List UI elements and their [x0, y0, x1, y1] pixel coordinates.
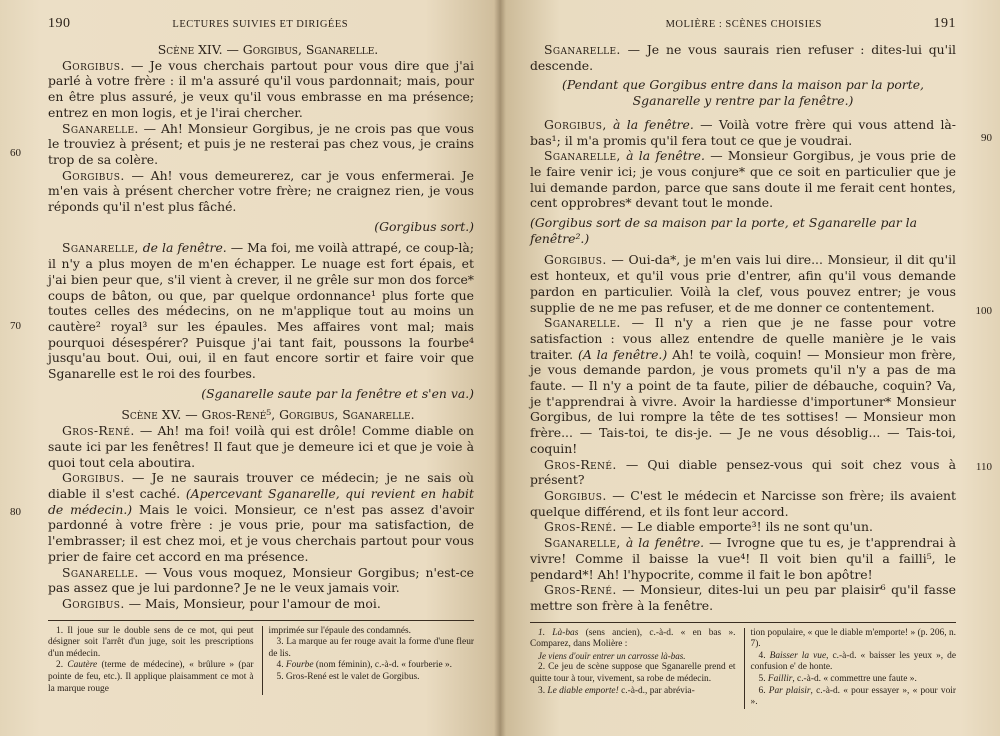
right-page-number: 191 [933, 16, 956, 31]
speech-sganarelle-7 [530, 535, 956, 582]
line-number-90: 90 [981, 132, 992, 144]
speech-text: — C'est le médecin et Narcisse son frère; ils avaient quelque différend, et ils font leur accord. [530, 487, 956, 519]
speaker: Gros-René. [544, 582, 617, 598]
book-gutter [494, 0, 506, 736]
speech-gros-rene-1 [48, 423, 474, 470]
speech-text: — Il n'y a rien que je ne fasse pour votre satisfaction : vous allez entendre de quelle manière je le vais traiter. [530, 315, 956, 362]
speech-text: — Je vous cherchais partout pour vous dire que j'ai parlé à votre frère : il m'a assuré qu'il vous pardonnait; mais, pour en être plus assuré, je veux qu'il vous embrasse en ma présence; entrez en mon logis, et je l'irai chercher. [48, 57, 474, 120]
speaker: Sganarelle. [544, 42, 621, 57]
footnote-1 [530, 628, 736, 651]
speaker: Gorgibus. [62, 470, 125, 486]
left-header-title: LECTURES SUIVIES ET DIRIGÉES [172, 19, 349, 30]
speaker: Gros-René. [544, 519, 617, 535]
footnote-marker: 4. [758, 650, 770, 661]
footnote-rule [530, 622, 956, 623]
speech-sganarelle-2 [48, 240, 474, 381]
footnote-marker: 6. [758, 685, 769, 696]
footnote-term: Cautère [67, 660, 98, 671]
footnote-marker: 3. [538, 685, 548, 696]
speech-sganarelle-1 [48, 121, 474, 168]
footnote-marker: 4. [276, 660, 286, 671]
speaker: Gorgibus. [62, 167, 125, 183]
speech-text: — Je ne vous saurais rien refuser : dites-lui qu'il descende. [530, 42, 956, 73]
footnote-5: 5. Gros-René est le valet de Gorgibus. [276, 671, 420, 682]
footnote-term: Fourbe [285, 660, 314, 671]
speech-sganarelle-5 [530, 148, 956, 211]
direction: à la fenêtre. [620, 148, 705, 164]
footnote-text: (sens ancien), c.-à-d. « en bas ». Comparez, dans Molière : [530, 627, 736, 650]
speaker: Gorgibus. [62, 595, 125, 611]
footnote-text: (nom féminin), c.-à-d. « fourberie ». [313, 660, 452, 671]
footnote-term: 1. Là-bas [538, 627, 579, 638]
speech-text: — Le diable emporte³! ils ne sont qu'un. [616, 519, 873, 535]
direction: (A la fenêtre.) [577, 346, 668, 362]
speaker: Gros-René. [544, 456, 617, 472]
footnote-text: , c.-à-d. « pour essayer », « pour voir ». [750, 685, 956, 708]
footnote-text: c.-à-d., par abrévia- [618, 685, 695, 696]
speech-gorgibus-2 [48, 168, 474, 215]
footnote-marker: 5. [758, 673, 768, 684]
footnote-column [262, 626, 475, 696]
speech-text: — Ivrogne que tu es, je t'apprendrai à vivre! Comme il baisse la vue⁴! Il voit bien qu'il a failli⁵, le pendard*! Ah! l'hypocrite, comme il fait le bon apôtre! [530, 535, 956, 582]
footnote-3: 3. La marque au fer rouge avait la forme d'une fleur de lis. [268, 637, 474, 659]
footnote-2-cont: imprimée sur l'épaule des condamnés. [268, 625, 412, 636]
stage-direction-1: (Gorgibus sort.) [374, 218, 474, 234]
footnote-column [530, 628, 736, 709]
speech-gros-rene-4 [530, 582, 956, 613]
footnote-6 [751, 686, 957, 709]
direction: de la fenêtre. [138, 240, 227, 256]
speaker: Sganarelle, [544, 535, 621, 551]
speech-text: — Ah! vous demeurerez, car je vous enfermerai. Je m'en vais à présent chercher votre frère; ne craignez rien, je vous réponds qu'il n'est plus fâché. [48, 167, 474, 215]
speech-gros-rene-3 [530, 519, 956, 535]
speech-sganarelle-3 [48, 565, 474, 596]
speech-text: — Ah! ma foi! voilà qui est drôle! Comme diable on saute ici par les fenêtres! Il faut que je demeure ici et que je voie à quoi tout cela aboutira. [48, 423, 474, 470]
speaker: Gros-René. [62, 423, 135, 439]
stage-direction-4: (Gorgibus sort de sa maison par la porte, et Sganarelle par la fenêtre².) [530, 215, 917, 246]
speech-gorgibus-6 [530, 252, 956, 315]
direction: à la fenêtre. [606, 116, 694, 132]
speaker: Sganarelle, [62, 240, 139, 256]
footnote-4 [751, 651, 957, 674]
footnote-1: 1. Il joue sur le double sens de ce mot, qui peut désigner soit l'arrêt d'un juge, soit les prescriptions d'un médecin. [48, 625, 254, 659]
line-number-80: 80 [10, 506, 21, 518]
line-number-70: 70 [10, 320, 21, 332]
speaker: Sganarelle, [544, 148, 621, 164]
speaker: Gorgibus. [544, 487, 607, 503]
line-number-100: 100 [975, 305, 992, 317]
direction: (Apercevant Sganarelle, qui revient en habit de médecin.) [48, 485, 474, 517]
speaker: Gorgibus, [544, 116, 607, 132]
footnote-3-cont: tion populaire, « que le diable m'emporte! » (p. 206, n. 7). [750, 627, 956, 650]
footnote-column [48, 626, 254, 696]
footnote-5 [751, 674, 957, 686]
left-running-header [48, 16, 474, 32]
right-footnotes [530, 628, 956, 709]
footnote-term: Faillir [767, 673, 793, 684]
speaker: Sganarelle. [62, 564, 139, 580]
speech-gros-rene-2 [530, 457, 956, 488]
speaker: Sganarelle. [62, 120, 139, 136]
speaker: Gorgibus. [544, 252, 607, 268]
right-page [500, 0, 1000, 736]
footnote-term: Par plaisir [768, 685, 811, 696]
speech-text: Mais le voici. Monsieur, ce n'est pas assez d'avoir pardonné à votre frère : je vous prie, pour ma satisfaction, de l'embrasser; il est chez moi, et je vous cherchais partout pour vous prier de faire cet accord en ma présence. [48, 501, 474, 564]
left-page-number: 190 [48, 16, 71, 31]
stage-direction-3: (Pendant que Gorgibus entre dans la maison par la porte, Sganarelle y rentre par la fenêtre.) [562, 77, 924, 109]
footnote-column [744, 628, 957, 709]
speech-text: — Je ne saurais trouver ce médecin; je ne sais où diable il s'est caché. [48, 470, 474, 501]
scene-heading-15: Scène XV. — Gros-René⁵, Gorgibus, Sganarelle. [121, 407, 415, 423]
right-body-text [530, 42, 992, 614]
speech-gorgibus-7 [530, 488, 956, 519]
footnote-2 [48, 660, 254, 695]
footnote-1-quote: Je viens d'ouïr entrer un carrosse là-bas. [538, 650, 686, 661]
footnote-3 [530, 686, 736, 698]
speaker: Sganarelle. [544, 315, 621, 331]
left-footnotes [48, 626, 474, 696]
speech-gorgibus-3 [48, 470, 474, 564]
speech-text: — Monsieur Gorgibus, je vous prie de le faire venir ici; je vous conjure* que ce soit en particulier que je lui demande pardon, parce que sans doute il me ferait cent hontes, cent opprobres* devant tout le monde. [530, 148, 956, 211]
speech-text: — Mais, Monsieur, pour l'amour de moi. [124, 595, 381, 611]
speech-text: — Ma foi, me voilà attrapé, ce coup-là; il n'y a plus moyen de m'en échapper. Le nuage est fort épais, et j'ai bien peur que, s'il vient à crever, il ne grêle sur mon dos force* coups de bâton, ou que, par quelque ordonnance¹ plus forte que toutes celles des médecins, on ne m'applique tout au moins un cautère² royal³ sur les épaules. Mes affaires vont mal; mais pourquoi désespérer? Puisque j'ai tant fait, poussons la fourbe⁴ jusqu'au bout. Oui, oui, il en faut encore sortir et faire voir que Sganarelle est le roi des fourbes. [48, 240, 474, 382]
speech-text: — Ah! Monsieur Gorgibus, je ne crois pas que vous le trouviez à présent; et puis je ne resterai pas chez vous, je crains trop de sa colère. [48, 120, 474, 167]
speech-text: — Monsieur, dites-lui un peu par plaisir⁶ qu'il fasse mettre son frère à la fenêtre. [530, 582, 956, 613]
speaker: Gorgibus. [62, 57, 125, 73]
footnote-term: Le diable emporte! [547, 685, 619, 696]
speech-gorgibus-4 [48, 596, 474, 612]
speech-text: — Vous vous moquez, Monsieur Gorgibus; n'est-ce pas assez que je lui pardonne? Je ne le veux jamais voir. [48, 564, 474, 596]
left-body-text [10, 42, 474, 612]
right-running-header [530, 16, 956, 32]
footnote-4 [269, 660, 475, 672]
speech-sganarelle-4 [530, 42, 956, 73]
right-header-title: MOLIÈRE : SCÈNES CHOISIES [665, 19, 822, 30]
speech-text: — Oui-da*, je m'en vais lui dire... Monsieur, il dit qu'il est honteux, et qu'il vous prie d'entrer, afin qu'il vous demande pardon en particulier. Voilà la clef, vous pouvez entrer; je vous supplie de ne me pas refuser, et de me donner ce contentement. [530, 252, 956, 315]
line-number-110: 110 [975, 461, 992, 473]
speech-gorgibus-5 [530, 117, 956, 148]
footnote-text: (terme de médecine), « brûlure » (par pointe de feu, etc.). Il applique plaisamment ce mot à la marque rouge [48, 660, 254, 694]
speech-sganarelle-6 [530, 315, 956, 456]
footnote-text: , c.-à-d. « commettre une faute ». [792, 673, 917, 684]
stage-direction-2: (Sganarelle saute par la fenêtre et s'en va.) [201, 385, 474, 401]
speech-text: — Voilà votre frère qui vous attend là-bas¹; il m'a promis qu'il fera tout ce que je voudrai. [530, 116, 956, 148]
footnote-2: 2. Ce jeu de scène suppose que Sganarelle prend et quitte tour à tour, vivement, sa robe de médecin. [530, 662, 736, 684]
footnote-term: Baisser la vue [769, 650, 827, 661]
speech-text: Ah! te voilà, coquin! — Monsieur mon frère, je vous demande pardon, je vous promets qu'il n'y a pas de ma faute. — Il n'y a point de ta faute, pilier de débauche, coquin? Va, je t'apprendrai à vivre. Avoir la hardiesse d'importuner* Monsieur Gorgibus, de lui rompre la tête de tes sottises! — Monsieur mon frère... — Tais-toi, te dis-je. — Je ne vous désoblig... — Tais-toi, coquin! [530, 346, 956, 456]
line-number-60: 60 [10, 147, 21, 159]
direction: à la fenêtre. [620, 535, 705, 551]
scene-heading-14: Scène XIV. — Gorgibus, Sganarelle. [157, 42, 379, 57]
speech-gorgibus-1 [48, 58, 474, 121]
footnote-rule [48, 620, 474, 621]
speech-text: — Qui diable pensez-vous qui soit chez vous à présent? [530, 456, 956, 488]
footnote-marker: 2. [56, 660, 68, 671]
footnote-text: , c.-à-d. « baisser les yeux », de confusion e' de honte. [750, 650, 956, 673]
